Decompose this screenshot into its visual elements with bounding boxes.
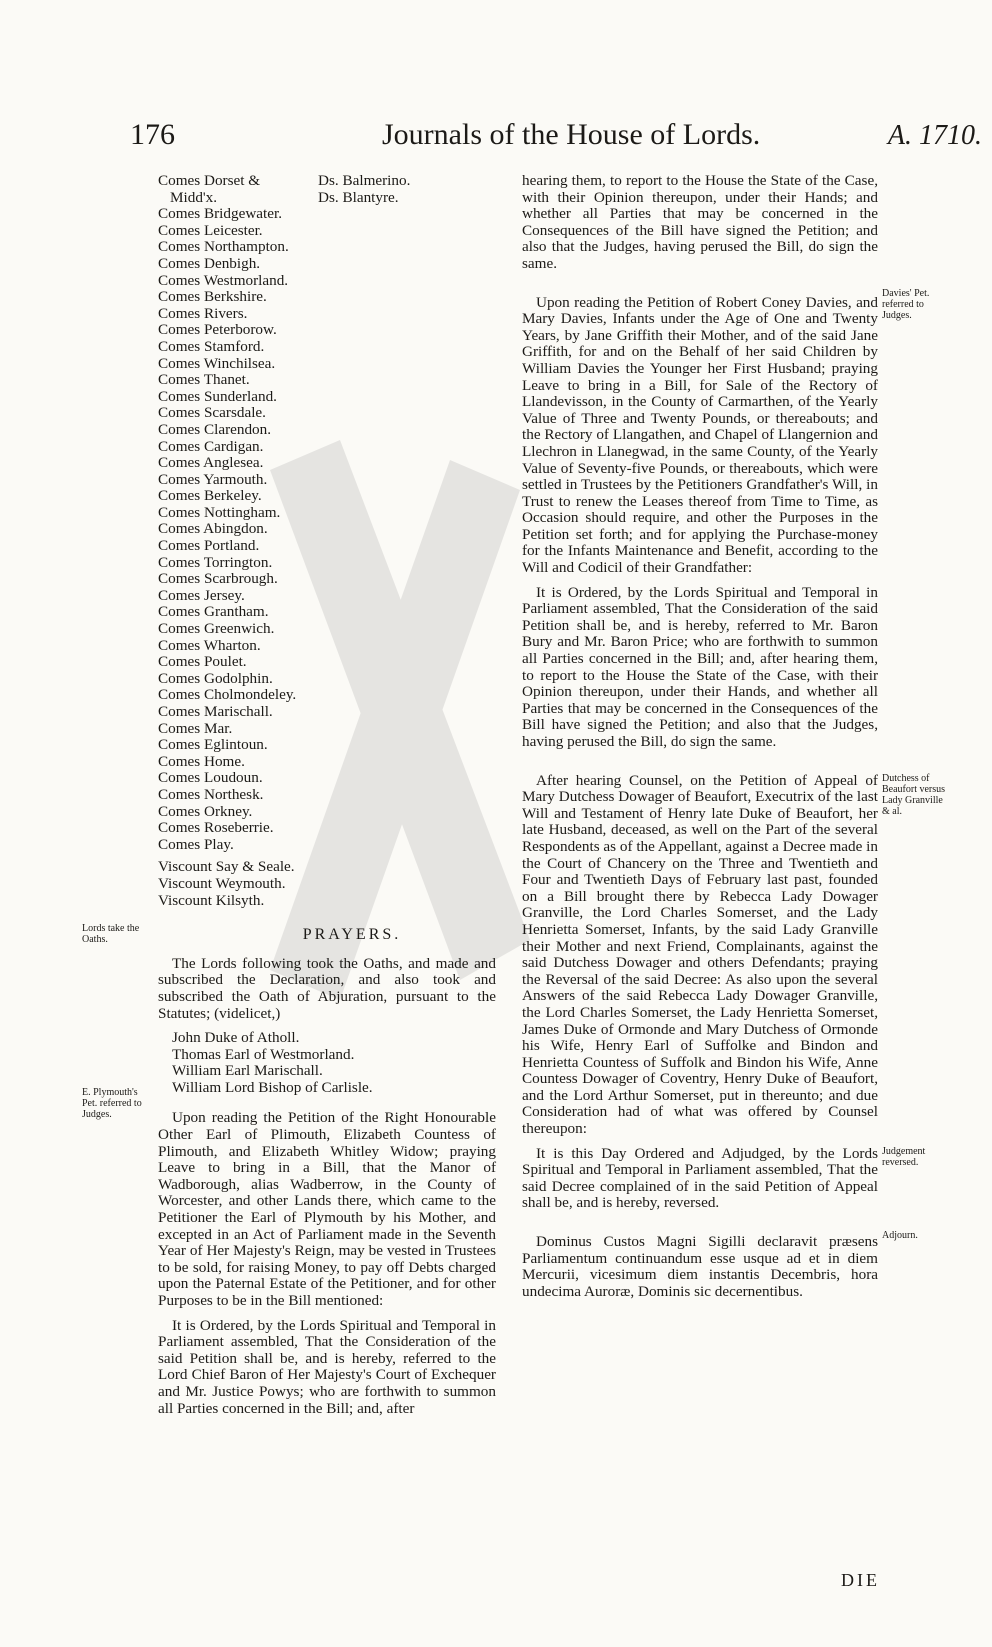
earl-entry: Comes Winchilsea.	[158, 354, 276, 372]
earl-entry: Comes Orkney.	[158, 802, 253, 820]
oath-taker: John Duke of Atholl.	[172, 1029, 300, 1047]
earl-entry: Comes Portland.	[158, 537, 260, 555]
right-column	[522, 173, 878, 1308]
viscounts-list	[158, 859, 496, 909]
adjournment-paragraph: Dominus Custos Magni Sigilli declaravit præsens Parliamentum continuandum esse usque ad et in diem Mercurii, vicesimum diem instantis Decembris, hora undecima Auroræ, Dominis sic decernentibus.	[522, 1233, 878, 1300]
earl-entry: Comes Greenwich.	[158, 620, 275, 638]
earl-entry: Comes Yarmouth.	[158, 470, 268, 488]
earl-entry: Comes Denbigh.	[158, 254, 261, 272]
earl-entry: Comes Nottingham.	[158, 503, 281, 521]
earl-entry: Comes Clarendon.	[158, 420, 272, 438]
earl-entry: Comes Torrington.	[158, 553, 273, 571]
page-number: 176	[130, 118, 175, 151]
running-title: Journals of the House of Lords.	[382, 118, 761, 151]
earl-entry: Comes Home.	[158, 752, 245, 770]
margin-note-beaufort: Dutchess of Beaufort versus Lady Granville & al.	[882, 773, 946, 817]
earl-entry: Comes Roseberrie.	[158, 819, 274, 837]
earl-entry: Comes Abingdon.	[158, 520, 268, 538]
margin-note-plymouth: E. Plymouth's Pet. referred to Judges.	[82, 1087, 142, 1120]
earl-entry: Comes Rivers.	[158, 304, 248, 322]
davies-order: It is Ordered, by the Lords Spiritual and Temporal in Parliament assembled, That the Consideration of the said Petition shall be, and is hereby, referred to Mr. Baron Bury and Mr. Baron Price; who are forthwith to summon all Parties concerned in the Bill; and, after hearing them, to report to the House the State of the Case, with their Opinion thereupon, under their Hands, and whether all Parties that may be concerned in the Consequences of the Bill have signed the Petition; and also that the Judges, having perused the Bill, do sign the same.	[522, 583, 878, 750]
earl-entry: Comes Westmorland.	[158, 271, 289, 289]
viscount-entry: Viscount Say & Seale.	[158, 858, 295, 876]
earl-entry: Comes Sunderland.	[158, 387, 277, 405]
earl-entry: Comes Berkshire.	[158, 288, 267, 306]
earl-entry: Comes Play.	[158, 835, 234, 853]
earl-entry: Comes Berkeley.	[158, 487, 262, 505]
earl-entry: Comes Scarsdale.	[158, 404, 266, 422]
oaths-paragraph: The Lords following took the Oaths, and made and subscribed the Declaration, and also took and subscribed the Oath of Abjuration, pursuant to the Statutes; (videlicet,)	[158, 954, 496, 1022]
plymouth-petition: Upon reading the Petition of the Right Honourable Other Earl of Plimouth, Elizabeth Countess of Plimouth, and Elizabeth Whitley Widow; praying Leave to bring in a Bill, that the Manor of Wadborough, alias Wadberrow, in the County of Worcester, and other Lands there, which came to the Petitioner the Earl of Plymouth by his Mother, and excepted in an Act of Parliament made in the Seventh Year of Her Majesty's Reign, may be vested in Trustees to be sold, for raising Money, to pay off Debts charged upon the Paternal Estate of the Petitioner, and for other Purposes to be in the Bill mentioned:	[158, 1109, 496, 1309]
earl-entry: Comes Peterborow.	[158, 321, 277, 339]
prayers-heading: PRAYERS.	[302, 926, 402, 944]
baron-entry: Ds. Blantyre.	[318, 188, 399, 206]
earl-entry: Comes Bridgewater.	[158, 205, 283, 223]
davies-petition: Upon reading the Petition of Robert Coney Davies, and Mary Davies, Infants under the Age of One and Twenty Years, by Jane Griffith their Mother, and of the said Jane Griffith, for and on the Behalf of her said Children by William Davies the Younger her First Husband; praying Leave to bring in a Bill, for Sale of the Rectory of Llandevisson, in the County of Carmarthen, of the Yearly Value of Three and Twenty Pounds, or thereabouts; and the Rectory of Llangathen, and Chapel of Llangernion and Llechron in Llanegwad, in the same County, of the Yearly Value of Seventy-five Pounds, or thereabouts, which were settled in Trustees by the Petitioners Grandfather's Will, in Trust to renew the Leases thereof from Time to Time, as Occasion should require, and other the Purposes in the Petition set forth; and for applying the Purchase-money for the Infants Maintenance and Benefit, according to the Will and Codicil of their Grandfather:	[522, 293, 878, 577]
earl-entry: Comes Scarbrough.	[158, 570, 278, 588]
margin-note-judgement: Judgement reversed.	[882, 1146, 926, 1168]
earls-list	[158, 173, 308, 853]
catchword: DIE	[841, 1570, 880, 1590]
baron-entry: Ds. Balmerino.	[318, 172, 411, 189]
plymouth-order: It is Ordered, by the Lords Spiritual and Temporal in Parliament assembled, That the Consideration of the said Petition shall be, and is hereby, referred to the Lord Chief Baron of Her Majesty's Court of Exchequer and Mr. Justice Powys; who are forthwith to summon all Parties concerned in the Bill; and, after	[158, 1316, 496, 1417]
earl-entry: Comes Stamford.	[158, 337, 265, 355]
oath-taker: William Lord Bishop of Carlisle.	[172, 1078, 373, 1096]
viscount-entry: Viscount Kilsyth.	[158, 891, 265, 909]
margin-note-adjourn: Adjourn.	[882, 1230, 918, 1241]
running-year: A. 1710.	[887, 120, 982, 151]
earl-entry: Comes Leicester.	[158, 221, 263, 239]
earl-entry: Comes Dorset &	[158, 172, 261, 189]
earl-entry: Comes Wharton.	[158, 636, 261, 654]
earl-entry: Comes Marischall.	[158, 703, 273, 720]
barons-list	[308, 173, 410, 853]
earl-entry: Comes Jersey.	[158, 586, 245, 604]
earl-entry: Comes Cholmondeley.	[158, 686, 297, 704]
lords-present-list	[158, 173, 496, 853]
oath-taker: William Earl Marischall.	[172, 1062, 323, 1080]
earl-entry: Comes Grantham.	[158, 603, 269, 621]
running-header	[130, 118, 982, 158]
earl-entry: Comes Poulet.	[158, 653, 247, 671]
oath-taker: Thomas Earl of Westmorland.	[172, 1045, 355, 1063]
earl-entry: Comes Northesk.	[158, 785, 264, 803]
earl-entry: Comes Mar.	[158, 719, 233, 737]
viscount-entry: Viscount Weymouth.	[158, 874, 286, 892]
earl-entry: Midd'x.	[170, 188, 218, 206]
oath-takers-list	[158, 1030, 496, 1096]
left-column	[158, 173, 496, 1425]
margin-note-oaths: Lords take the Oaths.	[82, 923, 140, 945]
earl-entry: Comes Cardigan.	[158, 437, 264, 455]
continuation-paragraph: hearing them, to report to the House the State of the Case, with their Opinion thereupon, under their Hands; and whether all Parties that may be concerned in the Consequences of the Bill have signed the Petition; and also that the Judges, having perused the Bill, do sign the same.	[522, 172, 878, 272]
earl-entry: Comes Anglesea.	[158, 454, 264, 472]
earl-entry: Comes Thanet.	[158, 371, 250, 389]
earl-entry: Comes Northampton.	[158, 238, 289, 256]
earl-entry: Comes Loudoun.	[158, 769, 263, 787]
earl-entry: Comes Eglintoun.	[158, 736, 268, 754]
beaufort-appeal: After hearing Counsel, on the Petition of Appeal of Mary Dutchess Dowager of Beaufort, Executrix of the last Will and Testament of Henry late Duke of Beaufort, her late Husband, deceased, as well on the Part of the several Respondents as of the Appellant, against a Decree made in the Court of Chancery on the Three and Twentieth and Four and Twentieth Days of February last past, founded on a Bill brought there by Rebecca Lady Dowager Granville, the Lord Charles Somerset, and the Lady Henrietta Somerset, Infants, by the said Lady Granville their Mother and next Friend, Complainants, against the said Dutchess Dowager and others Defendants; praying the Reversal of the said Decree: As also upon the several Answers of the said Rebecca Lady Dowager Granville, the Lord Charles Somerset, the Lady Henrietta Somerset, James Duke of Ormonde and Mary Dutchess of Ormonde his Wife, Henry Earl of Suffolke and Bindon and Henrietta Countess of Suffolk and Bindon his Wife, Anne Countess Dowager of Coventry, Henry Duke of Beaufort, and the Lord Arthur Somerset, put in thereunto; and due Consideration had of what was offered by Counsel thereupon:	[522, 771, 878, 1138]
margin-note-davies: Davies' Pet. referred to Judges.	[882, 288, 930, 321]
judgement-paragraph: It is this Day Ordered and Adjudged, by the Lords Spiritual and Temporal in Parliament assembled, That the said Decree complained of in the said Petition of Appeal shall be, and is hereby, reversed.	[522, 1144, 878, 1212]
earl-entry: Comes Godolphin.	[158, 669, 273, 687]
